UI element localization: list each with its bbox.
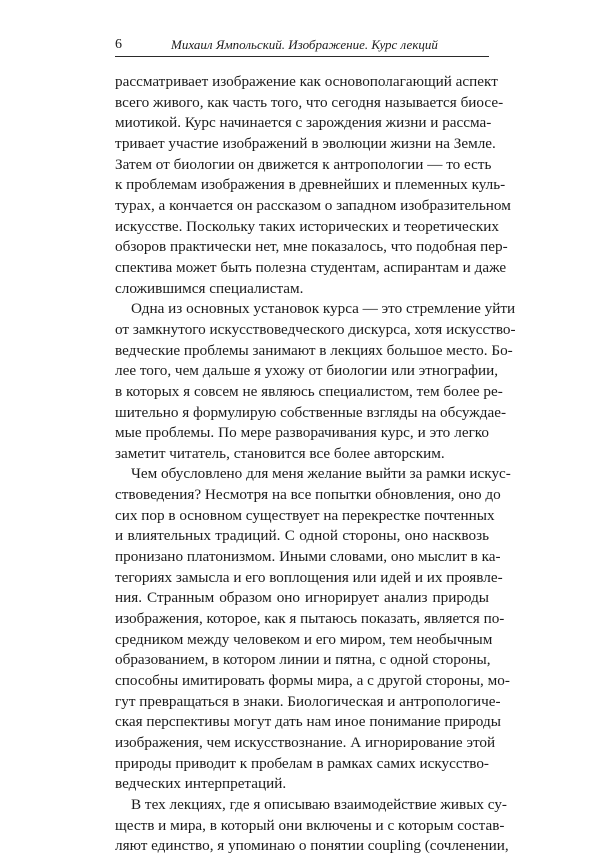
text-line: и влиятельных традиций. С одной стороны, оно насквозь bbox=[115, 527, 489, 545]
text-line: от замкнутого искусствоведческого дискурса, хотя искусство- bbox=[115, 320, 516, 338]
text-line: образованием, в котором линии и пятна, с одной стороны, bbox=[115, 651, 491, 669]
text-line: лее того, чем дальше я ухожу от биологии или этнографии, bbox=[115, 362, 499, 380]
text-line: В тех лекциях, где я описываю взаимодействие живых су- bbox=[131, 795, 507, 813]
text-line: всего живого, как часть того, что сегодня называется биосе- bbox=[115, 93, 504, 111]
text-line: в которых я совсем не являюсь специалистом, тем более ре- bbox=[115, 382, 503, 400]
text-line: ствоведения? Несмотря на все попытки обновления, оно до bbox=[115, 486, 501, 504]
text-line: рассматривает изображение как основополагающий аспект bbox=[115, 73, 498, 90]
text-line: искусстве. Поскольку таких исторических и теоретических bbox=[115, 217, 499, 235]
text-line: природы приводит к пробелам в рамках самих искусство- bbox=[115, 754, 489, 772]
text-line: пронизано платонизмом. Иными словами, оно мыслит в ка- bbox=[115, 548, 501, 566]
text-line: тривает участие изображений в эволюции жизни на Земле. bbox=[115, 134, 496, 152]
text-line: шительно я формулирую собственные взгляды на обсуждае- bbox=[115, 403, 507, 421]
text-line: изображения, чем искусствознание. А игнорирование этой bbox=[115, 734, 496, 751]
text-line: сложившимся специалистам. bbox=[115, 279, 304, 297]
running-head bbox=[115, 36, 489, 54]
text-line: ведческие проблемы занимают в лекциях большое место. Бо- bbox=[115, 341, 513, 359]
text-line: гут превращаться в знаки. Биологическая и антропологиче- bbox=[115, 692, 501, 710]
paragraph bbox=[115, 299, 516, 464]
text-line: ния. Странным образом оно игнорирует анализ природы bbox=[115, 589, 489, 607]
paragraph bbox=[115, 72, 511, 299]
text-line: ществ и мира, в который они включены и с которым состав- bbox=[115, 816, 505, 834]
text-line: Чем обусловлено для меня желание выйти за рамки искус- bbox=[131, 465, 511, 483]
page-number: 6 bbox=[115, 37, 122, 52]
text-line: обзоров практически нет, мне показалось, что подобная пер- bbox=[115, 238, 508, 256]
text-line: средником между человеком и его миром, тем необычным bbox=[115, 630, 493, 648]
text-line: сих пор в основном существует на перекрестке почтенных bbox=[115, 506, 495, 524]
text-line: способны имитировать формы мира, а с другой стороны, мо- bbox=[115, 672, 510, 690]
running-title: Михаил Ямпольский. Изображение. Курс лекций bbox=[171, 37, 438, 52]
text-line: мые проблемы. По мере разворачивания курс, и это легко bbox=[115, 424, 489, 442]
text-line: тегориях замысла и его воплощения или идей и их проявле- bbox=[115, 568, 503, 586]
header-rule bbox=[115, 56, 489, 57]
text-line: изображения, которое, как я пытаюсь показать, является по- bbox=[115, 610, 505, 628]
paragraph bbox=[115, 464, 511, 795]
text-line: Одна из основных установок курса — это стремление уйти bbox=[131, 300, 516, 318]
text-line: заметит читатель, становится все более авторским. bbox=[115, 444, 445, 462]
text-line: ляют единство, я упоминаю о понятии coupling (сочленении, bbox=[115, 837, 509, 855]
text-line: турах, а кончается он рассказом о западном изобразительном bbox=[115, 196, 511, 214]
body-text bbox=[115, 72, 516, 857]
text-line: к проблемам изображения в древнейших и племенных куль- bbox=[115, 176, 506, 194]
text-line: миотикой. Курс начинается с зарождения жизни и рассма- bbox=[115, 114, 492, 132]
text-line: Затем от биологии он движется к антропологии — то есть bbox=[115, 155, 492, 173]
paragraph bbox=[115, 795, 509, 857]
text-line: ская перспективы могут дать нам иное понимание природы bbox=[115, 713, 501, 731]
text-line: спектива может быть полезна студентам, аспирантам и даже bbox=[115, 258, 507, 276]
text-line: ведческих интерпретаций. bbox=[115, 775, 287, 793]
